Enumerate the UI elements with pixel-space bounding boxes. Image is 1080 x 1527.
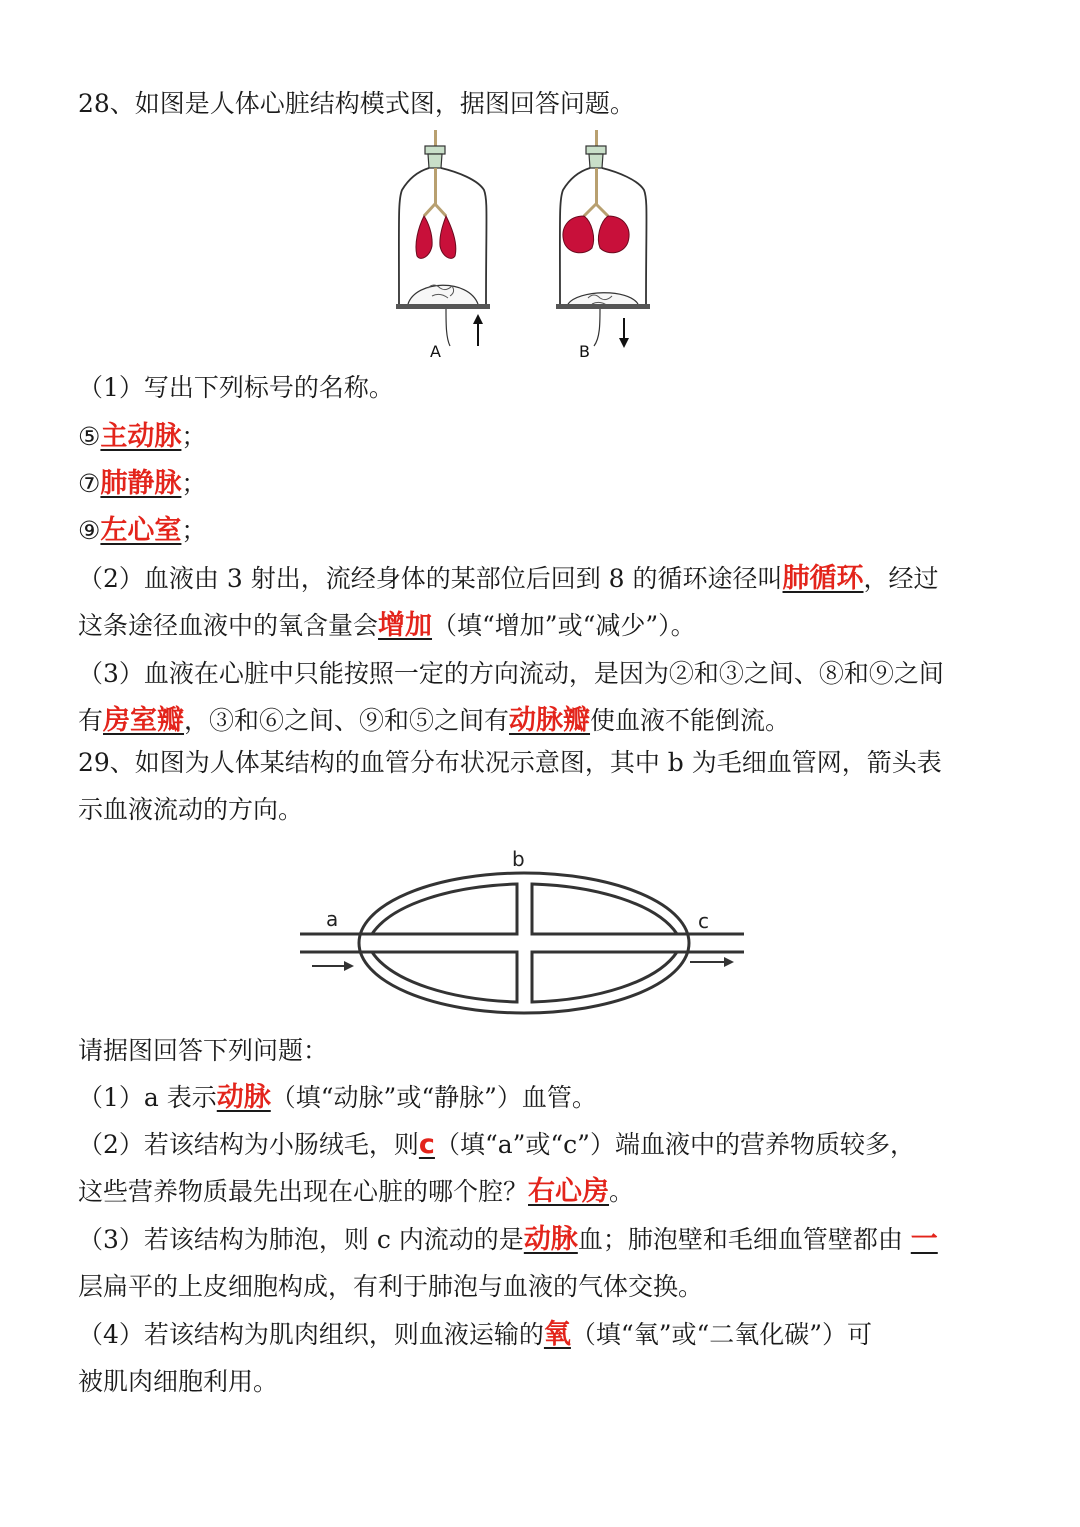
q28-part2-line1: （2）血液由 3 射出，流经身体的某部位后回到 8 的循环途径叫肺循环，经过 [78, 563, 939, 594]
answer-vessel-type: 动脉 [216, 1082, 271, 1113]
q28-part3-line2: 有房室瓣，③和⑥之间、⑨和⑤之间有动脉瓣使血液不能倒流。 [78, 705, 791, 736]
q29-part1: （1）a 表示动脉（填“动脉”或“静脉”）血管。 [78, 1082, 597, 1113]
answer-av-valve: 房室瓣 [103, 705, 185, 736]
q28-item-7: ⑦肺静脉； [78, 468, 207, 499]
answer-circulation: 肺循环 [782, 563, 864, 594]
answer-oxygen-change: 增加 [378, 610, 433, 641]
q29-part4-line1: （4）若该结构为肌肉组织，则血液运输的氧（填“氧”或“二氧化碳”）可 [78, 1319, 873, 1350]
label-b-capillary: b [512, 847, 525, 871]
lung-model-figure [388, 128, 658, 364]
label-a-artery: a [326, 907, 339, 931]
q28-part1: （1）写出下列标号的名称。 [78, 373, 394, 402]
q28-part2-line2: 这条途径血液中的氧含量会增加（填“增加”或“减少”）。 [78, 610, 696, 641]
label-b: B [579, 342, 590, 361]
q28-item-5: ⑤主动脉； [78, 421, 207, 452]
answer-arterial-valve: 动脉瓣 [509, 705, 591, 736]
answer-blood-type: 动脉 [523, 1224, 578, 1255]
label-c-vein: c [698, 909, 709, 933]
label-a: A [430, 342, 441, 361]
q29-title-line1: 29、如图为人体某结构的血管分布状况示意图，其中 b 为毛细血管网，箭头表 [78, 748, 942, 777]
q29-part3-line2: 层扁平的上皮细胞构成，有利于肺泡与血液的气体交换。 [78, 1272, 704, 1301]
q29-part4-line2: 被肌肉细胞利用。 [78, 1367, 279, 1396]
q29-part2-line1: （2）若该结构为小肠绒毛，则c（填“a”或“c”）端血液中的营养物质较多， [78, 1129, 915, 1160]
answer-7: 肺静脉 [100, 468, 182, 499]
capillary-figure [292, 842, 752, 1022]
bell-jar-a [396, 130, 490, 346]
answer-5: 主动脉 [100, 421, 182, 452]
answer-9: 左心室 [100, 515, 182, 546]
bell-jar-b [556, 130, 650, 348]
answer-end: c [418, 1129, 435, 1160]
q29-part3-line1: （3）若该结构为肺泡，则 c 内流动的是动脉血；肺泡壁和毛细血管壁都由 一 [78, 1224, 938, 1255]
answer-heart-chamber: 右心房 [528, 1176, 610, 1207]
q28-title: 28、如图是人体心脏结构模式图，据图回答问题。 [78, 89, 635, 118]
q29-prompt: 请据图回答下列问题： [78, 1036, 329, 1065]
answer-substance: 氧 [543, 1319, 571, 1350]
answer-layer-count: 一 [910, 1224, 938, 1255]
q29-title-line2: 示血液流动的方向。 [78, 795, 304, 824]
q29-part2-line2: 这些营养物质最先出现在心脏的哪个腔？右心房。 [78, 1176, 635, 1207]
q28-item-9: ⑨左心室； [78, 515, 207, 546]
q28-part3-line1: （3）血液在心脏中只能按照一定的方向流动，是因为②和③之间、⑧和⑨之间 [78, 659, 944, 688]
